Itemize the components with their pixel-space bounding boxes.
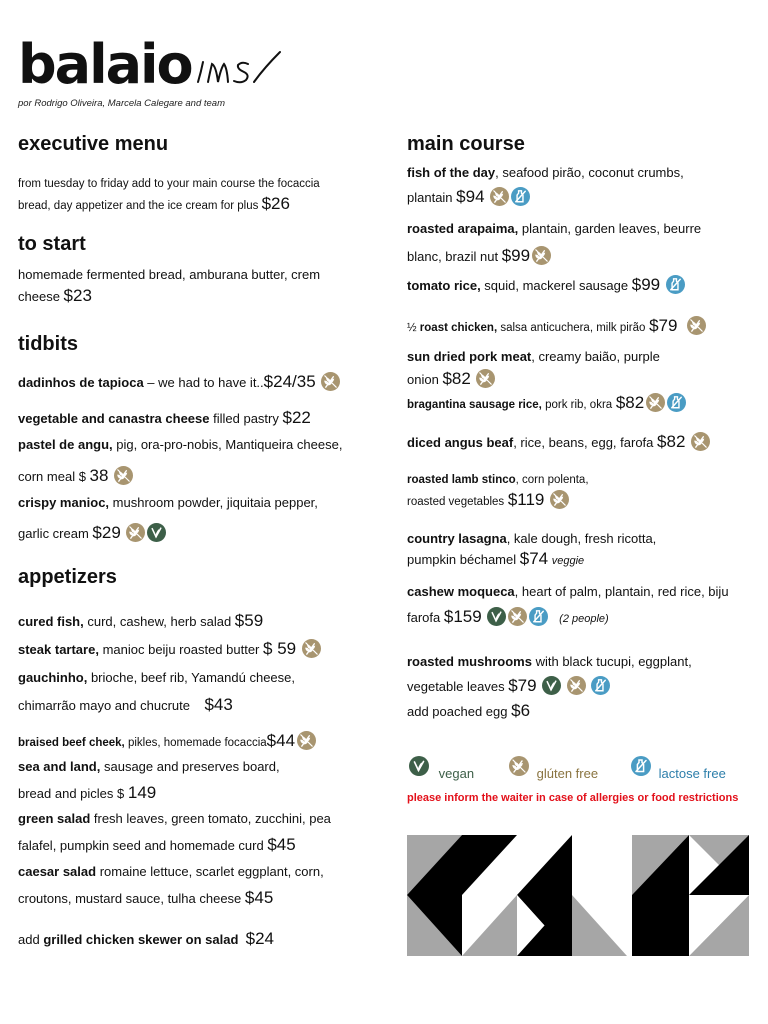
to-start-price: $23	[63, 286, 92, 305]
tidbits-heading: tidbits	[18, 333, 78, 355]
executive-menu-line-1: from tuesday to friday add to your main course the focaccia	[18, 178, 320, 190]
to-start-line-2: cheese $23	[18, 286, 92, 305]
dietary-legend	[407, 756, 757, 784]
menu-item-line-2: roasted vegetables $119	[407, 487, 569, 515]
menu-item: bragantina sausage rice, pork rib, okra $82	[407, 390, 686, 418]
menu-item-line-2: falafel, pumpkin seed and homemade curd $45	[18, 835, 296, 854]
menu-item: roasted arapaima, plantain, garden leaves, beurre	[407, 221, 702, 236]
menu-item: cured fish, curd, cashew, herb salad $59	[18, 611, 264, 630]
menu-item: fish of the day, seafood pirão, coconut crumbs,	[407, 165, 684, 180]
menu-item-line-2: garlic cream $29	[18, 520, 166, 547]
menu-item-line-2: farofa $159 (2 people)	[407, 607, 609, 626]
menu-item: roasted mushrooms with black tucupi, eggplant,	[407, 654, 692, 669]
menu-item: vegetable and canastra cheese filled pastry $22	[18, 408, 311, 427]
menu-item: sun dried pork meat, creamy baião, purple	[407, 349, 660, 364]
vegan-icon	[542, 676, 561, 695]
menu-item: cashew moqueca, heart of palm, plantain, red rice, biju	[407, 584, 729, 599]
legend-gluten-free: glúten free	[507, 756, 598, 781]
lactose-free-icon	[631, 756, 651, 776]
menu-item-line-2: pumpkin béchamel $74 veggie	[407, 549, 585, 568]
gluten-free-icon	[691, 432, 710, 451]
menu-item-line-2: plantain $94	[407, 184, 530, 211]
menu-item: crispy manioc, mushroom powder, jiquitaia pepper,	[18, 495, 318, 510]
menu-item-line-2: vegetable leaves $79	[407, 673, 610, 700]
gluten-free-icon	[114, 466, 133, 485]
gluten-free-icon	[490, 187, 509, 206]
menu-item: sea and land, sausage and preserves board,	[18, 759, 280, 774]
menu-item: caesar salad romaine lettuce, scarlet eggplant, corn,	[18, 864, 324, 879]
menu-item-line-2: blanc, brazil nut $99	[407, 243, 551, 270]
brand-script-logo	[196, 48, 286, 88]
gluten-free-icon	[126, 523, 145, 542]
brand-name: balaio	[18, 33, 192, 96]
vegan-icon	[409, 756, 429, 776]
to-start-heading: to start	[18, 233, 86, 255]
menu-item-line-2: chimarrão mayo and chucrute $43	[18, 695, 233, 714]
byline: por Rodrigo Oliveira, Marcela Calegare and team	[18, 98, 225, 109]
gluten-free-icon	[476, 369, 495, 388]
vegan-icon	[147, 523, 166, 542]
appetizers-heading: appetizers	[18, 566, 117, 588]
menu-item: country lasagna, kale dough, fresh ricotta,	[407, 531, 657, 546]
menu-item: ½ roast chicken, salsa anticuchera, milk pirão $79	[407, 313, 706, 341]
menu-item: add poached egg $6	[407, 701, 531, 720]
allergy-warning: please inform the waiter in case of allergies or food restrictions	[407, 792, 739, 804]
executive-menu-line-2: bread, day appetizer and the ice cream for plus $26	[18, 194, 290, 213]
gluten-free-icon	[297, 731, 316, 750]
vegan-icon	[487, 607, 506, 626]
gluten-free-icon	[550, 490, 569, 509]
main-course-heading: main course	[407, 133, 525, 155]
gluten-free-icon	[509, 756, 529, 776]
logo	[18, 34, 278, 96]
executive-menu-price: $26	[261, 194, 290, 213]
lactose-free-icon	[666, 275, 685, 294]
gluten-free-icon	[321, 372, 340, 391]
menu-item: pastel de angu, pig, ora-pro-nobis, Mantiqueira cheese,	[18, 437, 343, 452]
gluten-free-icon	[532, 246, 551, 265]
gluten-free-icon	[567, 676, 586, 695]
gluten-free-icon	[646, 393, 665, 412]
to-start-line-1: homemade fermented bread, amburana butter, crem	[18, 267, 321, 282]
legend-vegan: vegan	[407, 756, 474, 781]
gluten-free-icon	[302, 639, 321, 658]
menu-item-line-2: bread and picles $ 149	[18, 783, 157, 802]
menu-item: add grilled chicken skewer on salad $24	[18, 929, 275, 948]
menu-item-line-2: onion $82	[407, 366, 495, 393]
lactose-free-icon	[529, 607, 548, 626]
menu-item: steak tartare, manioc beiju roasted butter $ 59	[18, 636, 321, 663]
lactose-free-icon	[591, 676, 610, 695]
menu-item: tomato rice, squid, mackerel sausage $99	[407, 272, 685, 299]
decorative-pattern	[407, 835, 749, 956]
gluten-free-icon	[508, 607, 527, 626]
menu-item: dadinhos de tapioca – we had to have it..$24/35	[18, 369, 340, 396]
menu-item-line-2: corn meal $ 38	[18, 463, 133, 490]
lactose-free-icon	[667, 393, 686, 412]
executive-menu-heading: executive menu	[18, 133, 169, 155]
menu-item: roasted lamb stinco, corn polenta,	[407, 474, 589, 486]
menu-item: braised beef cheek, pikles, homemade focaccia$44	[18, 728, 316, 756]
gluten-free-icon	[687, 316, 706, 335]
legend-lactose-free: lactose free	[629, 756, 726, 781]
lactose-free-icon	[511, 187, 530, 206]
menu-item: gauchinho, brioche, beef rib, Yamandú cheese,	[18, 670, 295, 685]
menu-item-line-2: croutons, mustard sauce, tulha cheese $45	[18, 888, 274, 907]
menu-item: diced angus beaf, rice, beans, egg, farofa $82	[407, 429, 710, 456]
menu-item: green salad fresh leaves, green tomato, zucchini, pea	[18, 811, 331, 826]
